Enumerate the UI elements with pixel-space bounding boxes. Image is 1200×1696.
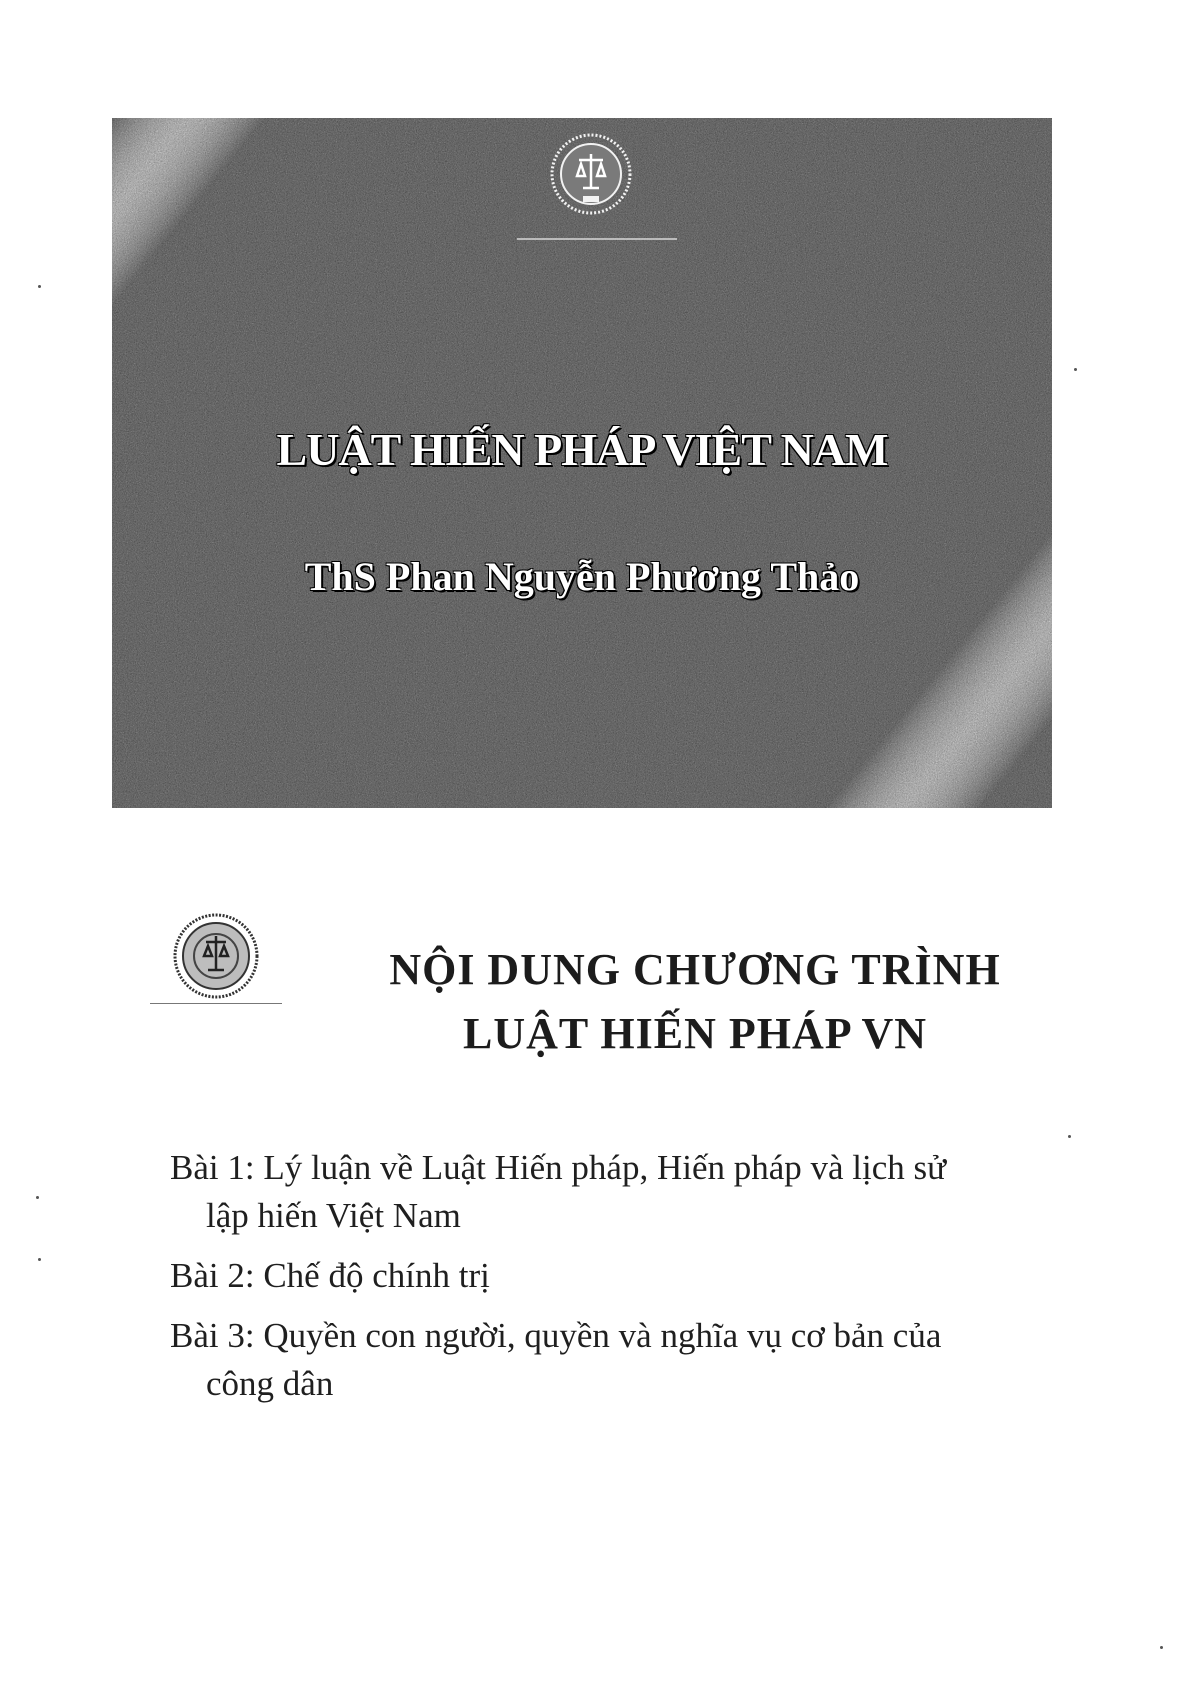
scan-speck: [1068, 1135, 1071, 1138]
program-title-line-1: NỘI DUNG CHƯƠNG TRÌNH: [389, 945, 1001, 994]
author-name: ThS Phan Nguyễn Phương Thảo: [304, 554, 860, 599]
title-slide: [112, 118, 1052, 808]
law-university-seal-icon: [172, 912, 260, 1000]
lesson-item: Bài 2: Chế độ chính trị: [170, 1256, 490, 1295]
program-title-line-2: LUẬT HIẾN PHÁP VN: [462, 1009, 927, 1058]
program-title: [335, 938, 1055, 1066]
scan-speck: [36, 1196, 39, 1199]
seal-divider: [517, 238, 677, 240]
lesson-item: Bài 1: Lý luận về Luật Hiến pháp, Hiến pháp và lịch sử lập hiến Việt Nam: [170, 1148, 947, 1235]
slide-title: LUẬT HIẾN PHÁP VIỆT NAM: [276, 424, 888, 475]
scan-speck: [1160, 1646, 1163, 1649]
scan-speck: [1074, 368, 1077, 371]
scan-speck: [38, 1258, 41, 1261]
scan-speck: [38, 285, 41, 288]
law-university-seal-icon: [549, 132, 633, 216]
lesson-list: [170, 1144, 990, 1420]
seal-divider: [150, 1003, 282, 1004]
lesson-item: Bài 3: Quyền con người, quyền và nghĩa vụ cơ bản của công dân: [170, 1316, 942, 1403]
